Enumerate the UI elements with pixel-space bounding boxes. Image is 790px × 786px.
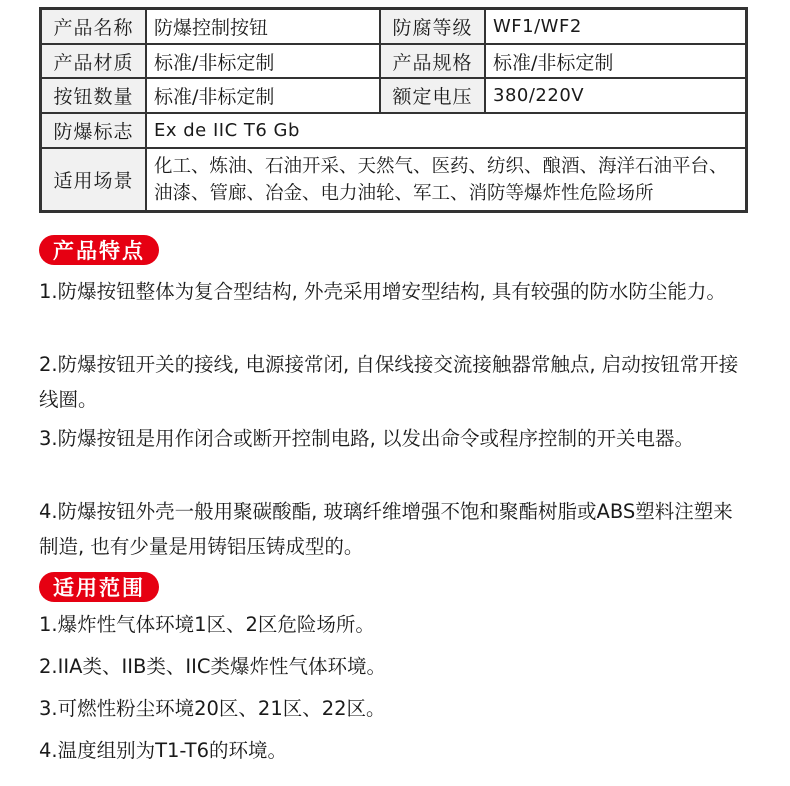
spec-label-rated-voltage: 额定电压 — [381, 79, 484, 112]
spec-value-material: 标准/非标定制 — [147, 45, 379, 77]
spec-value-specification: 标准/非标定制 — [486, 45, 745, 77]
spec-label-corrosion-grade: 防腐等级 — [381, 10, 484, 43]
spec-row — [42, 10, 745, 43]
spec-value-button-count: 标准/非标定制 — [147, 79, 379, 112]
spec-label-material: 产品材质 — [42, 45, 145, 77]
feature-item-2: 2.防爆按钮开关的接线, 电源接常闭, 自保线接交流接触器常触点, 启动按钮常开接线圈。 — [39, 353, 739, 411]
spec-row — [42, 45, 745, 77]
features-heading-badge: 产品特点 — [39, 235, 159, 265]
spec-label-product-name: 产品名称 — [42, 10, 145, 43]
spec-label-button-count: 按钮数量 — [42, 79, 145, 112]
spec-value-scenes: 化工、炼油、石油开采、天然气、医药、纺织、酿酒、海洋石油平台、油漆、管廊、冶金、电力油轮、军工、消防等爆炸性危险场所 — [147, 149, 745, 210]
spec-value-ex-marking: Ex de IIC T6 Gb — [147, 114, 745, 147]
spec-label-scenes: 适用场景 — [42, 149, 145, 210]
spec-table — [39, 7, 748, 213]
scope-item-3: 3.可燃性粉尘环境20区、21区、22区。 — [39, 697, 386, 720]
spec-row — [42, 149, 745, 210]
feature-item-3: 3.防爆按钮是用作闭合或断开控制电路, 以发出命令或程序控制的开关电器。 — [39, 427, 695, 450]
feature-item-1: 1.防爆按钮整体为复合型结构, 外壳采用增安型结构, 具有较强的防水防尘能力。 — [39, 280, 726, 303]
feature-item-4: 4.防爆按钮外壳一般用聚碳酸酯, 玻璃纤维增强不饱和聚酯树脂或ABS塑料注塑来制造, 也有少量是用铸铝压铸成型的。 — [39, 500, 733, 558]
spec-label-ex-marking: 防爆标志 — [42, 114, 145, 147]
scope-heading-badge: 适用范围 — [39, 572, 159, 602]
spec-value-rated-voltage: 380/220V — [486, 79, 745, 112]
scope-item-4: 4.温度组别为T1-T6的环境。 — [39, 739, 287, 762]
spec-value-product-name: 防爆控制按钮 — [147, 10, 379, 43]
spec-label-specification: 产品规格 — [381, 45, 484, 77]
spec-value-corrosion-grade: WF1/WF2 — [486, 10, 745, 43]
scope-item-1: 1.爆炸性气体环境1区、2区危险场所。 — [39, 613, 375, 636]
spec-row — [42, 79, 745, 112]
spec-row — [42, 114, 745, 147]
scope-item-2: 2.IIA类、IIB类、IIC类爆炸性气体环境。 — [39, 655, 386, 678]
